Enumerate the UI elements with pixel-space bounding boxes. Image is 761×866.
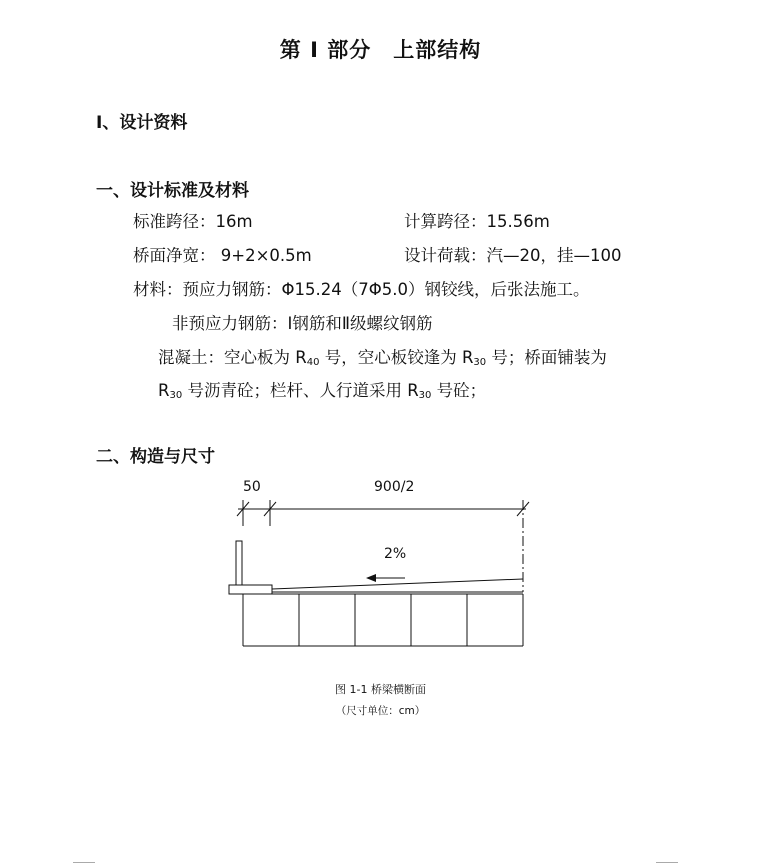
dimension-label-900-2: 900/2 xyxy=(374,479,415,495)
dimension-line xyxy=(237,500,529,526)
concrete-grade-subscript: 40 xyxy=(306,357,320,368)
dimension-label-50: 50 xyxy=(243,479,261,495)
concrete-text-line-1 xyxy=(158,344,607,368)
section-heading-structure: 二、构造与尺寸 xyxy=(96,447,215,467)
slope-arrow-icon xyxy=(366,574,405,582)
slope-label: 2% xyxy=(384,546,407,562)
concrete-grade-subscript: 30 xyxy=(473,357,487,368)
deck-pavement xyxy=(272,579,523,592)
figure-caption-unit: （尺寸单位：cm） xyxy=(335,705,426,717)
page-title: 第 I 部分 上部结构 xyxy=(279,38,482,62)
concrete-text-part: 号沥青砼；栏杆、人行道采用 R xyxy=(182,381,419,400)
material-nonprestressed-text: 非预应力钢筋：Ⅰ钢筋和Ⅱ级螺纹钢筋 xyxy=(172,314,433,333)
section-heading-standards: 一、设计标准及材料 xyxy=(96,181,249,201)
page-corner-mark xyxy=(73,862,95,863)
hollow-slab-girders xyxy=(243,594,523,646)
section-heading-design-data: I、设计资料 xyxy=(96,113,188,133)
concrete-text-part: 号，空心板铰逢为 R xyxy=(319,348,474,367)
sidewalk-curb xyxy=(229,585,272,594)
concrete-grade-subscript: 30 xyxy=(418,390,432,401)
design-load-text: 设计荷载：汽—20，挂—100 xyxy=(404,246,622,265)
railing-post xyxy=(236,541,242,585)
concrete-text-part: R xyxy=(158,381,170,400)
concrete-grade-subscript: 30 xyxy=(169,390,183,401)
material-prestressed-text: 材料：预应力钢筋：Φ15.24（7Φ5.0）钢铰线，后张法施工。 xyxy=(133,280,590,299)
standard-span-text: 标准跨径：16m xyxy=(133,212,253,231)
bridge-cross-section-drawing xyxy=(0,470,761,660)
concrete-text-part: 号；桥面铺装为 xyxy=(486,348,607,367)
concrete-text-part: 号砼； xyxy=(431,381,487,400)
deck-width-text: 桥面净宽： 9+2×0.5m xyxy=(133,246,312,265)
figure-caption: 图 1-1 桥梁横断面 xyxy=(335,683,426,696)
concrete-text-line-2 xyxy=(158,377,486,401)
calculated-span-text: 计算跨径：15.56m xyxy=(404,212,550,231)
page-corner-mark xyxy=(656,862,678,863)
concrete-text-part: 混凝土：空心板为 R xyxy=(158,348,307,367)
